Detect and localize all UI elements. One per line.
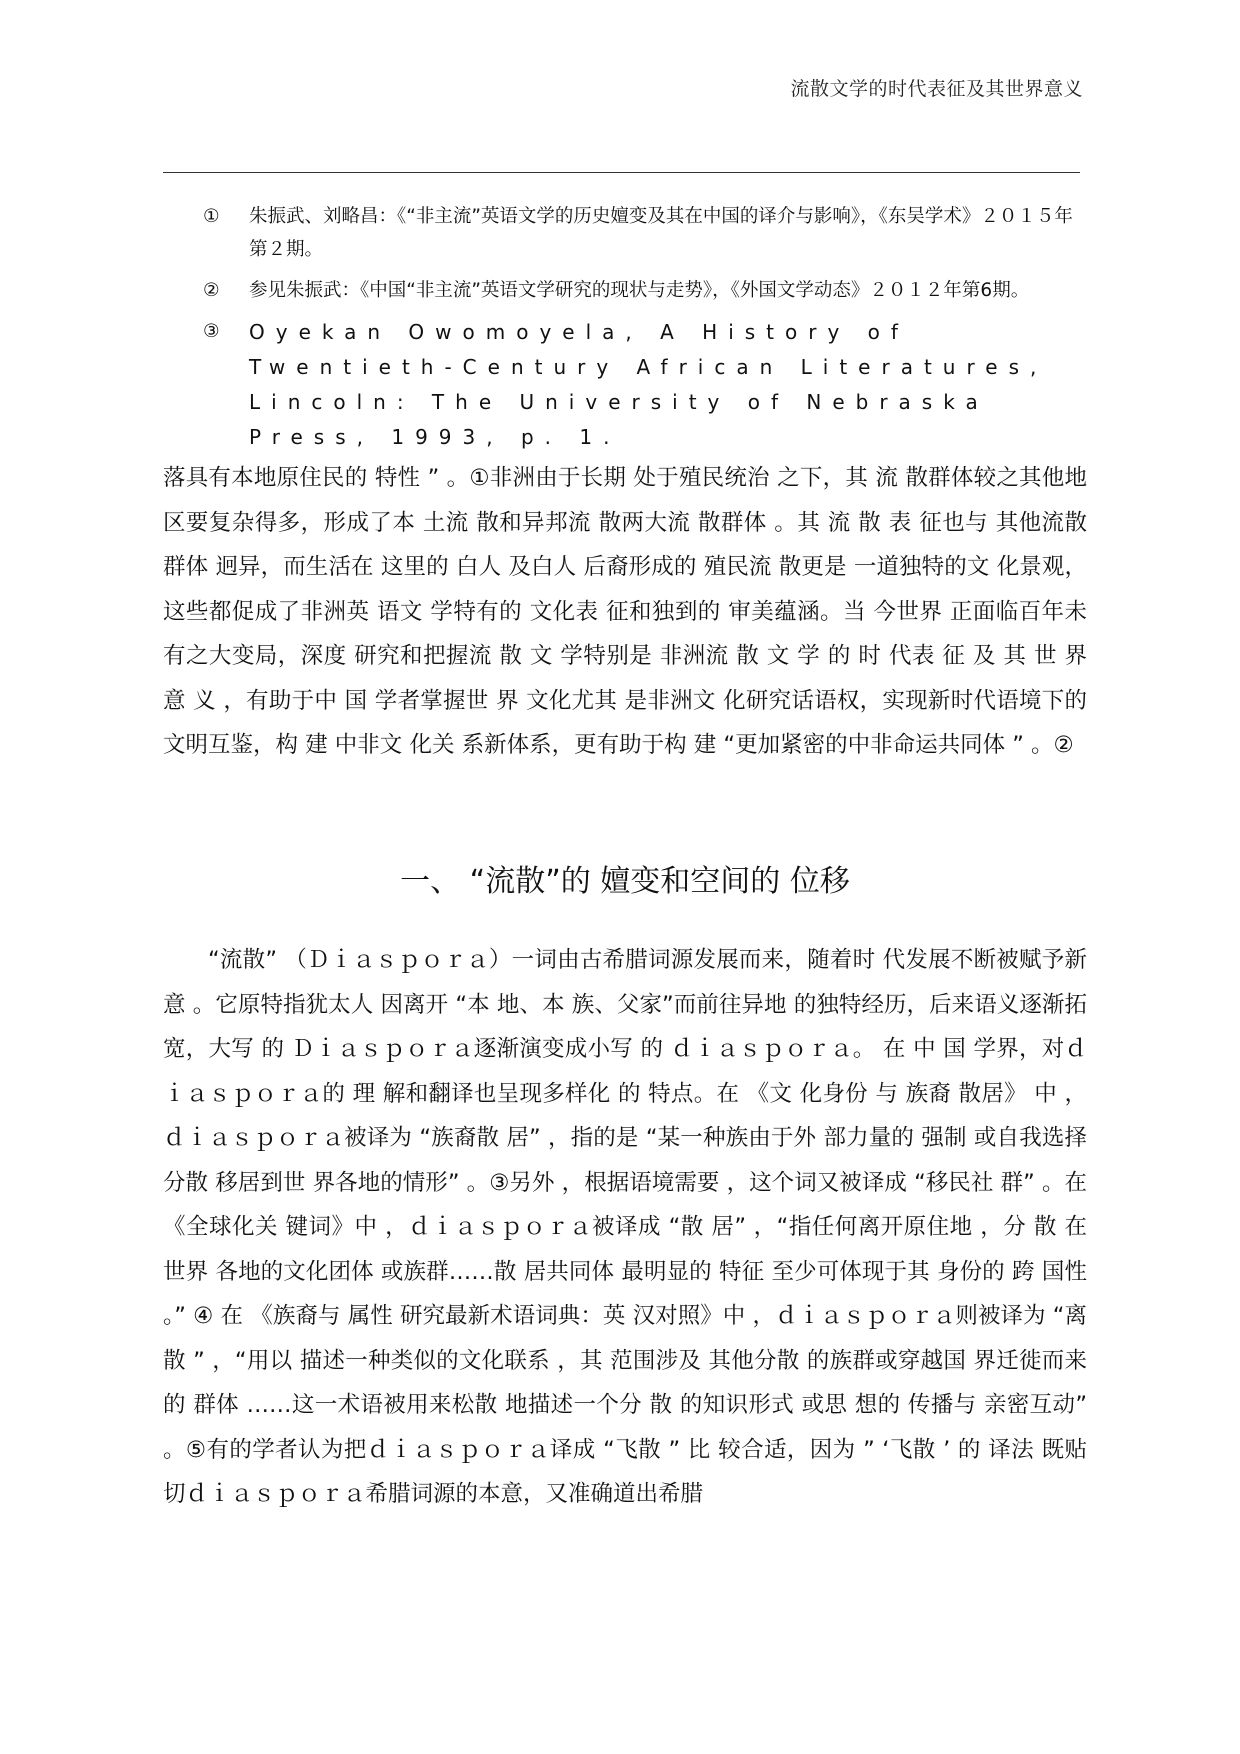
footnote-mark: ② (203, 280, 220, 301)
footnote-text: 朱振武、刘略昌：《“非主流”英语文学的历史嬗变及其在中国的译介与影响》，《东吴学术》２０１５年第２期。 (249, 206, 1073, 260)
body-paragraph: “流散” （Ｄｉａｓｐｏｒａ）一词由古希腊词源发展而来，随着时 代发展不断被赋予新意 。它原特指犹太人 因离开 “本 地、本 族、父家”而前往异地 的独特经历，后来语义逐渐拓宽，大写 的 Ｄｉａｓｐｏｒａ逐渐演变成小写 的 ｄｉａｓｐｏｒａ。 在 中 国 学界，对ｄｉａｓｐｏｒａ的 理 解和翻译也呈现多样化 的 特点。在 《文 化身份 与 族裔 散居》 中 ，ｄｉａｓｐｏｒａ被译为 “族裔散 居” ，指的是 “某一种族由于外 部力量的 强制 或自我选择分散 移居到世 界各地的情形” 。③另外 ，根据语境需要 ，这个词又被译成 “移民社 群” 。在 《全球化关 键词》中 ，ｄｉａｓｐｏｒａ被译成 “散 居” ，“指任何离开原住地 ，分 散 在 世界 各地的文化团体 或族群……散 居共同体 最明显的 特征 至少可体现于其 身份的 跨 国性 。” ④ 在 《族裔与 属性 研究最新术语词典：英 汉对照》中 ，ｄｉａｓｐｏｒａ则被译为 “离散 ” ，“用以 描述一种类似的文化联系 ，其 范围涉及 其他分散 的族群或穿越国 界迁徙而来的 群体 ……这一术语被用来松散 地描述一个分 散 的知识形式 或思 想的 传播与 亲密互动” 。⑤有的学者认为把ｄｉａｓｐｏｒａ译成 “飞散 ” 比 较合适，因为 ” ‘飞散 ’ 的 译法 既贴切ｄｉａｓｐｏｒａ希腊词源的本意，又准确道出希腊 (163, 947, 1087, 1507)
footnote-1 (163, 200, 1083, 266)
footnote-text: 参见朱振武：《中国“非主流”英语文学研究的现状与走势》，《外国文学动态》２０１２年第6期。 (249, 280, 1030, 301)
footnote-mark: ① (203, 206, 220, 227)
header-divider (163, 172, 1080, 173)
footnote-mark: ③ (203, 321, 220, 342)
footnote-2 (163, 274, 1083, 307)
running-header: 流散文学的时代表征及其世界意义 (790, 78, 1083, 100)
footnote-text: Oyekan Owomoyela, A History of Twentieth-Century African Literatures, Lincoln: The University of Nebraska Press, 1993, p. 1. (249, 320, 1048, 449)
footnote-3 (163, 315, 1083, 455)
section-heading: 一、 “流散”的 嬗变和空间的 位移 (400, 864, 850, 899)
body-paragraph: 落具有本地原住民的 特性 ” 。①非洲由于长期 处于殖民统治 之下，其 流 散群体较之其他地区要复杂得多，形成了本 土流 散和异邦流 散两大流 散群体 。其 流 散 表 征也与 其他流散群体 迥异，而生活在 这里的 白人 及白人 后裔形成的 殖民流 散更是 一道独特的文 化景观，这些都促成了非洲英 语文 学特有的 文化表 征和独到的 审美蕴涵。当 今世界 正面临百年未有之大变局，深度 研究和把握流 散 文 学特别是 非洲流 散 文 学 的 时 代表 征 及 其 世 界 意 义 ，有助于中 国 学者掌握世 界 文化尤其 是非洲文 化研究话语权，实现新时代语境下的文明互鉴，构 建 中非文 化关 系新体系，更有助于构 建 “更加紧密的中非命运共同体 ” 。② (163, 465, 1087, 758)
footnotes (163, 200, 1083, 463)
